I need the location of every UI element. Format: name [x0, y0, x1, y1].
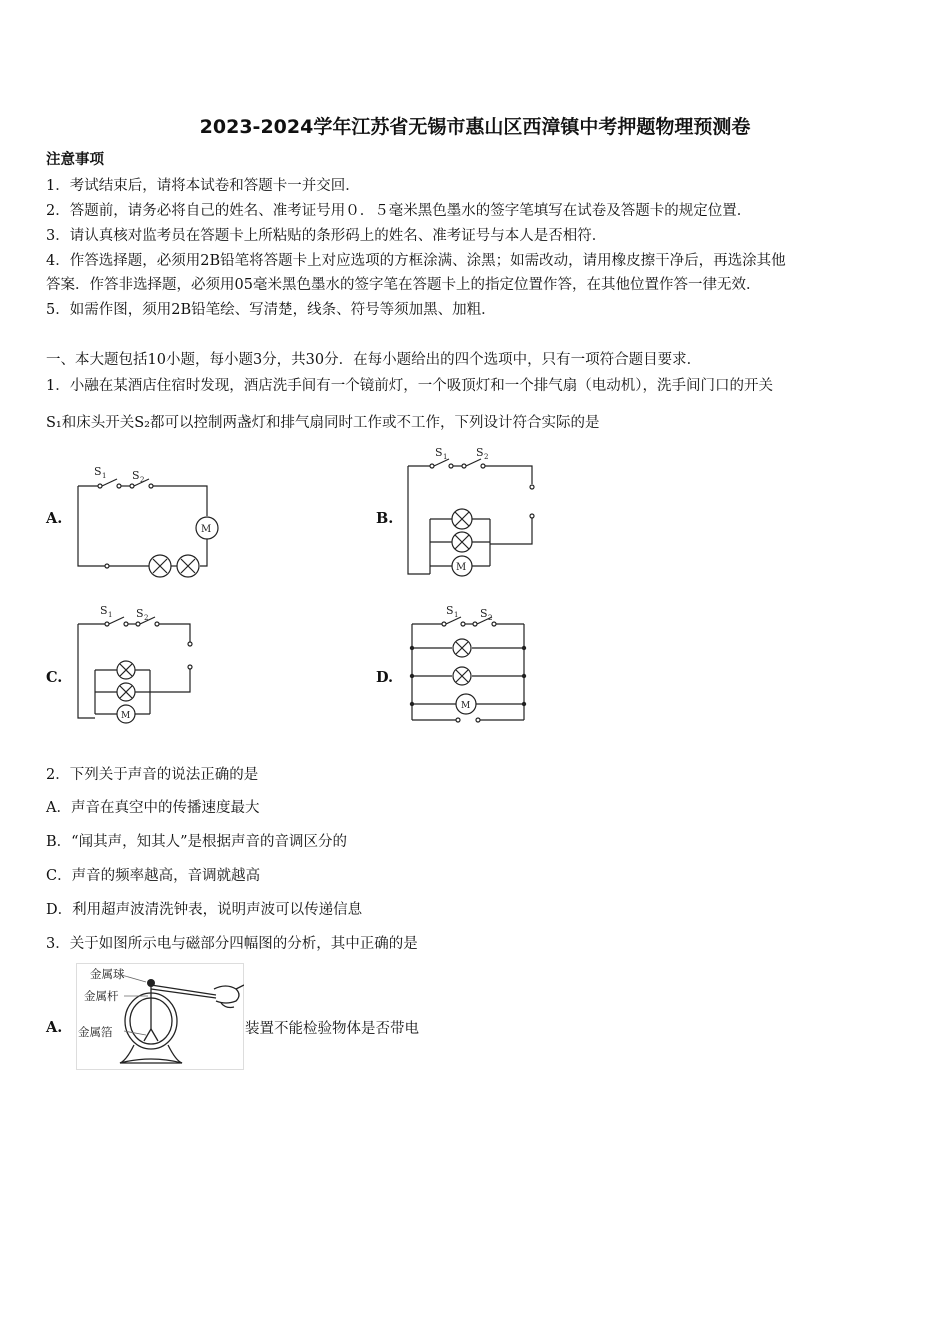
page-title: 2023-2024学年江苏省无锡市惠山区西漳镇中考押题物理预测卷 [199, 116, 751, 138]
switch-s1-label: S [100, 604, 108, 617]
switch-s2-subscript: 2 [144, 614, 149, 622]
notice-item: 答案．作答非选择题，必须用05毫米黑色墨水的签字笔在答题卡上的指定位置作答，在其他位置作答一律无效． [46, 277, 761, 293]
switch-s1-label: S [446, 604, 454, 617]
q2-option: A．声音在真空中的传播速度最大 [46, 800, 260, 816]
notice-item: 1．考试结束后，请将本试卷和答题卡一并交回． [46, 178, 360, 194]
switch-s2-label: S [132, 469, 140, 482]
q1-option-c-label: C. [46, 669, 63, 686]
section-heading: 一、本大题包括10小题，每小题3分，共30分．在每小题给出的四个选项中，只有一项符合题目要求． [46, 352, 702, 368]
figure-label-metal-foil: 金属箔 [78, 1025, 113, 1039]
switch-s1-subscript: 1 [443, 453, 448, 461]
switch-s2-label: S [136, 607, 144, 620]
figure-label-metal-rod: 金属杆 [84, 989, 119, 1003]
question-2-stem: 2．下列关于声音的说法正确的是 [46, 767, 259, 783]
switch-s1-label: S [94, 465, 102, 478]
question-3-stem: 3．关于如图所示电与磁部分四幅图的分析，其中正确的是 [46, 936, 418, 952]
motor-label: M [461, 701, 471, 711]
notice-heading: 注意事项 [46, 151, 104, 168]
switch-s2-subscript: 2 [140, 476, 145, 484]
q3-option-a-label: A. [46, 1019, 63, 1036]
figure-label-metal-ball: 金属球 [90, 967, 125, 981]
switch-s2-subscript: 2 [484, 453, 489, 461]
switch-s2-label: S [480, 607, 488, 620]
q1-option-a-label: A. [46, 510, 63, 527]
q1-option-b-label: B. [376, 510, 394, 527]
circuit-a-diagram [70, 458, 230, 582]
question-1-line2: S₁和床头开关S₂都可以控制两盏灯和排气扇同时工作或不工作，下列设计符合实际的是 [46, 415, 600, 431]
notice-item: 4．作答选择题，必须用2B铅笔将答题卡上对应选项的方框涂满、涂黑；如需改动，请用橡皮擦干净后，再选涂其他 [46, 253, 786, 269]
q3-option-a-text: 装置不能检验物体是否带电 [245, 1021, 419, 1037]
circuit-c-diagram [70, 600, 210, 728]
circuit-d-diagram [400, 600, 540, 728]
q2-option: C．声音的频率越高，音调就越高 [46, 868, 261, 884]
switch-s2-subscript: 2 [488, 614, 493, 622]
switch-s1-label: S [435, 446, 443, 459]
q2-option: B．“闻其声，知其人”是根据声音的音调区分的 [46, 834, 347, 850]
motor-label: M [456, 562, 467, 573]
notice-item: 2．答题前，请务必将自己的姓名、准考证号用０．５毫米黑色墨水的签字笔填写在试卷及答题卡的规定位置． [46, 203, 752, 219]
notice-item: 3．请认真核对监考员在答题卡上所粘贴的条形码上的姓名、准考证号与本人是否相符． [46, 228, 607, 244]
switch-s1-subscript: 1 [102, 472, 107, 480]
question-1-line1: 1．小融在某酒店住宿时发现，酒店洗手间有一个镜前灯，一个吸顶灯和一个排气扇（电动机），洗手间门口的开关 [46, 378, 773, 394]
switch-s1-subscript: 1 [108, 611, 113, 619]
switch-s1-subscript: 1 [454, 611, 459, 619]
motor-label: M [121, 711, 131, 721]
electroscope-figure [76, 963, 244, 1071]
q2-option: D．利用超声波清洗钟表，说明声波可以传递信息 [46, 902, 363, 918]
switch-s2-label: S [476, 446, 484, 459]
circuit-b-diagram [400, 444, 550, 582]
q1-option-d-label: D. [376, 669, 394, 686]
motor-label: M [201, 524, 212, 535]
notice-item: 5．如需作图，须用2B铅笔绘、写清楚，线条、符号等须加黑、加粗． [46, 302, 496, 318]
